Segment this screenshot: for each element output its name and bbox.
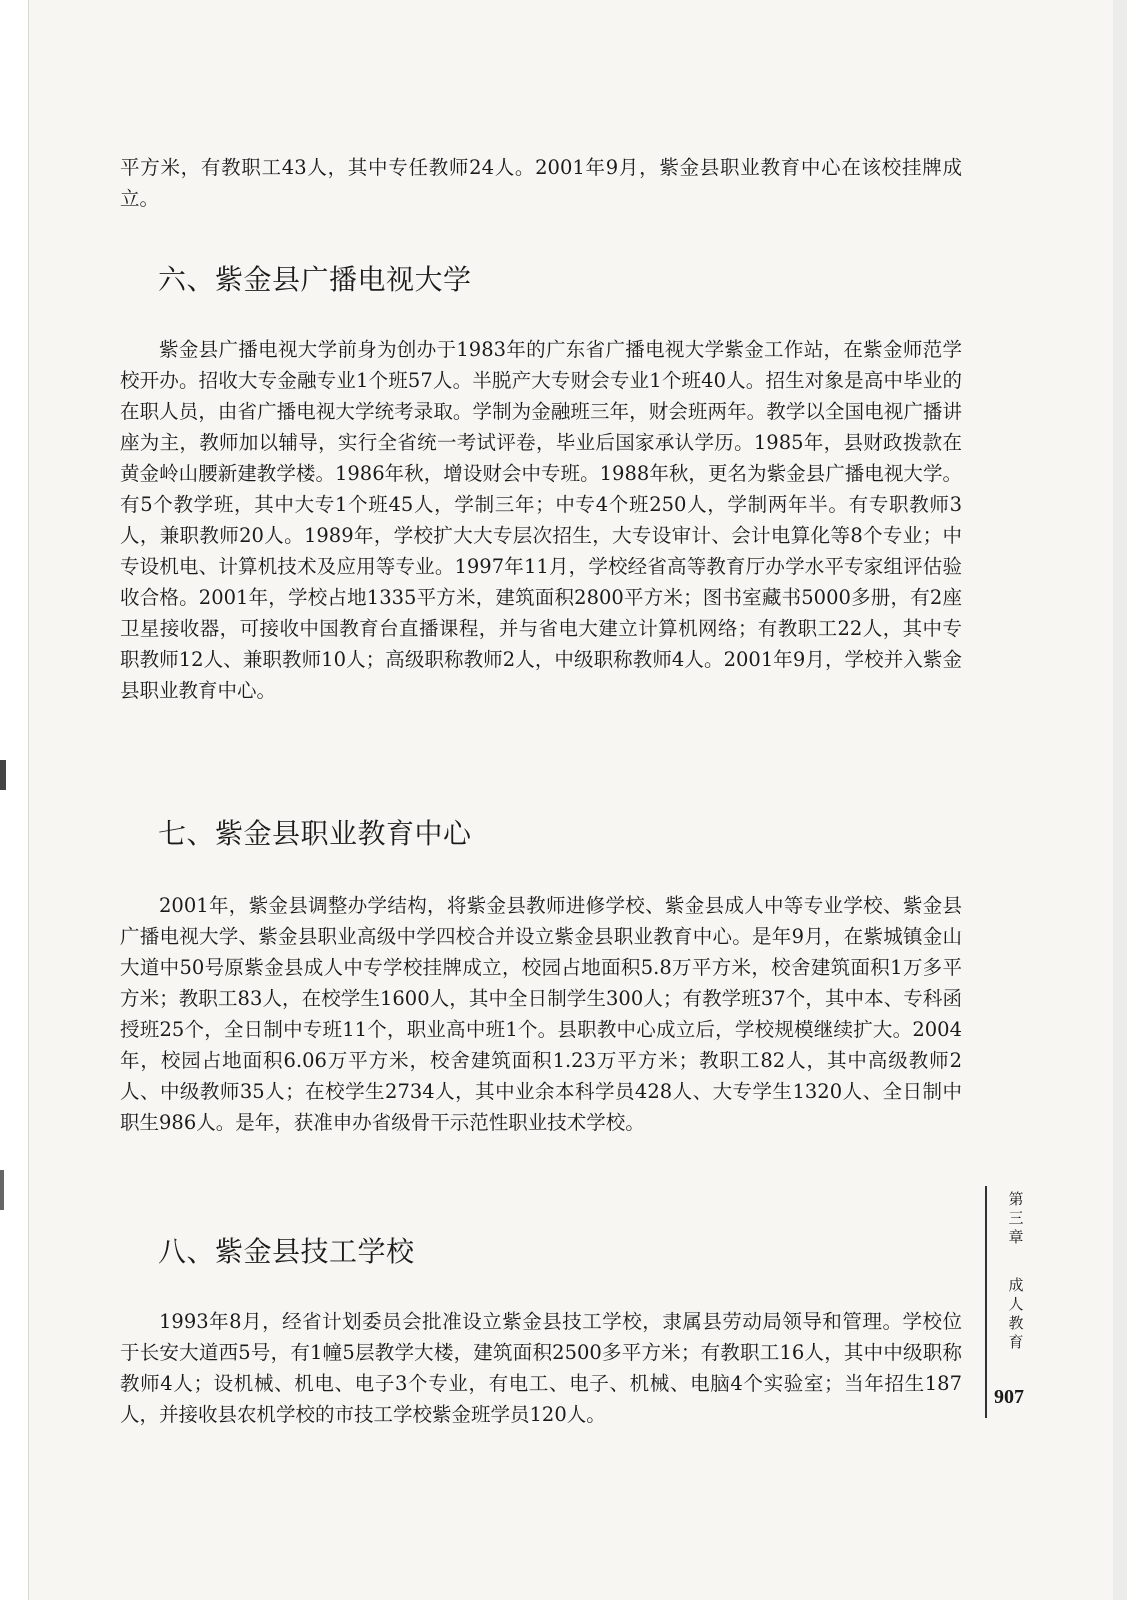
scan-left-margin (0, 0, 29, 1600)
page-number: 907 (994, 1386, 1024, 1408)
margin-chapter-label: 第三章 (1008, 1190, 1024, 1246)
section-heading-8: 八、紫金县技工学校 (158, 1235, 415, 1268)
section-heading-7: 七、紫金县职业教育中心 (158, 817, 472, 850)
scan-edge-mark (0, 760, 6, 790)
section-paragraph-6: 紫金县广播电视大学前身为创办于1983年的广东省广播电视大学紫金工作站，在紫金师范学校开办。招收大专金融专业1个班57人。半脱产大专财会专业1个班40人。招生对象是高中毕业的在职人员，由省广播电视大学统考录取。学制为金融班三年，财会班两年。教学以全国电视广播讲座为主，教师加以辅导，实行全省统一考试评卷，毕业后国家承认学历。1985年，县财政拨款在黄金岭山腰新建教学楼。1986年秋，增设财会中专班。1988年秋，更名为紫金县广播电视大学。有5个教学班，其中大专1个班45人，学制三年；中专4个班250人，学制两年半。有专职教师3人，兼职教师20人。1989年，学校扩大大专层次招生，大专设审计、会计电算化等8个专业；中专设机电、计算机技术及应用等专业。1997年11月，学校经省高等教育厅办学水平专家组评估验收合格。2001年，学校占地1335平方米，建筑面积2800平方米；图书室藏书5000多册，有2座卫星接收器，可接收中国教育台直播课程，并与省电大建立计算机网络；有教职工22人，其中专职教师12人、兼职教师10人；高级职称教师2人，中级职称教师4人。2001年9月，学校并入紫金县职业教育中心。 (120, 338, 962, 702)
carryover-paragraph: 平方米，有教职工43人，其中专任教师24人。2001年9月，紫金县职业教育中心在该校挂牌成立。 (120, 156, 962, 210)
section-heading-6: 六、紫金县广播电视大学 (158, 263, 472, 296)
section-paragraph-8: 1993年8月，经省计划委员会批准设立紫金县技工学校，隶属县劳动局领导和管理。学校位于长安大道西5号，有1幢5层教学大楼，建筑面积2500多平方米；有教职工16人，其中中级职称教师4人；设机械、机电、电子3个专业，有电工、电子、机械、电脑4个实验室；当年招生187人，并接收县农机学校的市技工学校紫金班学员120人。 (120, 1310, 962, 1426)
margin-section-label: 成人教育 (1008, 1276, 1024, 1351)
scan-edge-mark (0, 1170, 4, 1210)
section-paragraph-7: 2001年，紫金县调整办学结构，将紫金县教师进修学校、紫金县成人中等专业学校、紫金县广播电视大学、紫金县职业高级中学四校合并设立紫金县职业教育中心。是年9月，在紫城镇金山大道中50号原紫金县成人中专学校挂牌成立，校园占地面积5.8万平方米，校舍建筑面积1万多平方米；教职工83人，在校学生1600人，其中全日制学生300人；有教学班37个，其中本、专科函授班25个，全日制中专班11个，职业高中班1个。县职教中心成立后，学校规模继续扩大。2004年，校园占地面积6.06万平方米，校舍建筑面积1.23万平方米；教职工82人，其中高级教师2人、中级教师35人；在校学生2734人，其中业余本科学员428人、大专学生1320人、全日制中职生986人。是年，获准申办省级骨干示范性职业技术学校。 (120, 894, 962, 1134)
scan-right-margin (1113, 0, 1127, 1600)
margin-rule (985, 1186, 987, 1418)
